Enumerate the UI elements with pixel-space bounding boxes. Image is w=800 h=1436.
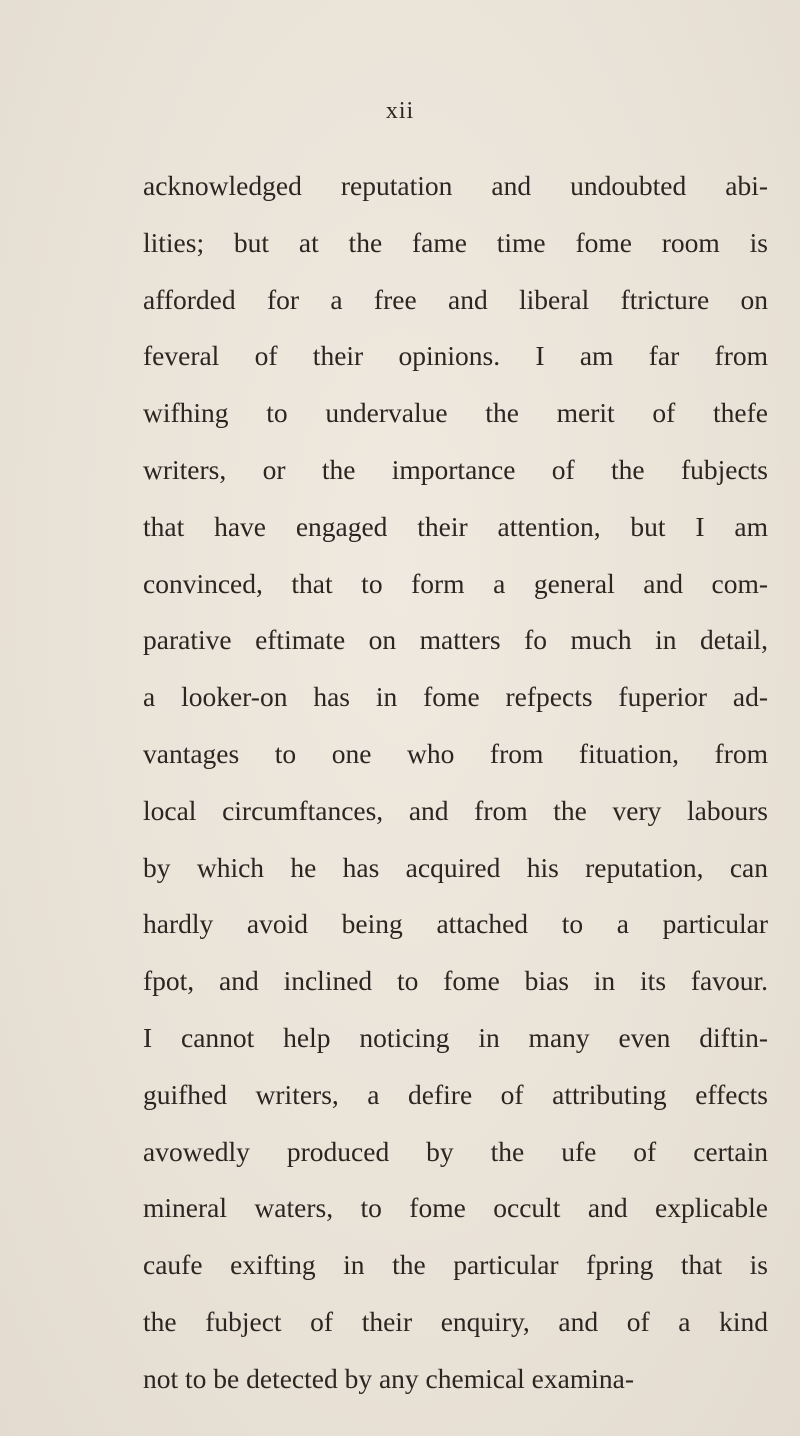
text-line: vantages to one who from fituation, from — [143, 737, 768, 769]
body-text — [143, 158, 768, 1408]
text-line: lities; but at the fame time fome room is — [143, 226, 768, 258]
text-line: mineral waters, to fome occult and explicable — [143, 1192, 768, 1224]
text-line: that have engaged their attention, but I am — [143, 510, 768, 542]
page-number: xii — [385, 98, 415, 124]
text-line: writers, or the importance of the fubjects — [143, 453, 768, 485]
text-line: a looker-on has in fome refpects fuperior ad- — [143, 681, 768, 713]
text-line: by which he has acquired his reputation, can — [143, 851, 768, 883]
text-line: wifhing to undervalue the merit of thefe — [143, 397, 768, 429]
text-line: the fubject of their enquiry, and of a kind — [143, 1305, 768, 1337]
text-line: parative eftimate on matters fo much in detail, — [143, 624, 768, 656]
text-line: not to be detected by any chemical examina- — [143, 1362, 634, 1394]
text-line: convinced, that to form a general and com- — [143, 567, 768, 599]
text-line: guifhed writers, a defire of attributing effects — [143, 1078, 768, 1110]
text-line: caufe exifting in the particular fpring that is — [143, 1249, 768, 1281]
text-line: acknowledged reputation and undoubted abi- — [143, 170, 768, 201]
text-line: fpot, and inclined to fome bias in its favour. — [143, 965, 768, 997]
text-line: I cannot help noticing in many even diftin- — [143, 1021, 768, 1053]
text-line: hardly avoid being attached to a particular — [143, 908, 768, 940]
text-line: avowedly produced by the ufe of certain — [143, 1135, 768, 1167]
text-line: afforded for a free and liberal ftricture on — [143, 283, 768, 315]
text-line: local circumftances, and from the very labours — [143, 794, 768, 826]
text-line: feveral of their opinions. I am far from — [143, 340, 768, 372]
